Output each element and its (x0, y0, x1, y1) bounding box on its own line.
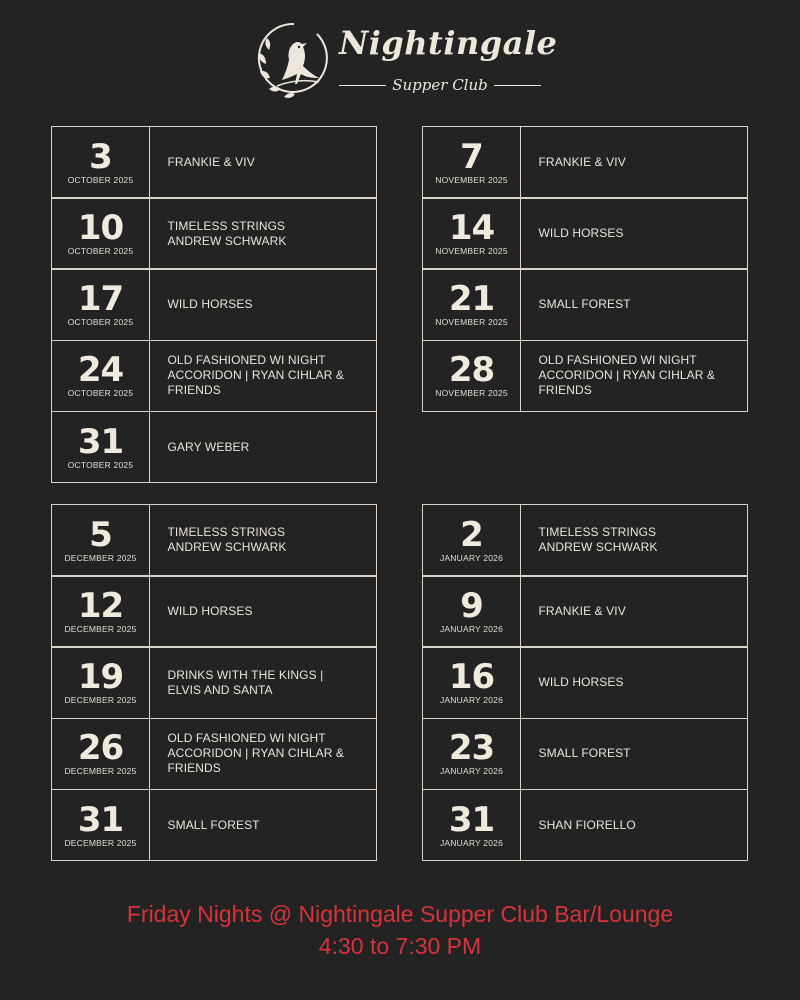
date-cell (51, 411, 150, 484)
day-number: 9 (460, 586, 483, 627)
event-cell (520, 126, 748, 199)
event-cell (149, 126, 377, 199)
event-name: SMALL FOREST (538, 297, 631, 312)
date-cell (422, 268, 521, 341)
logo (255, 18, 558, 102)
event-name: TIMELESS STRINGS ANDREW SCHWARK (167, 218, 287, 248)
month-label: DECEMBER 2025 (64, 624, 137, 635)
date-cell (51, 718, 150, 791)
event-cell (520, 646, 748, 719)
event-name: WILD HORSES (167, 297, 253, 312)
event-cell (149, 504, 377, 577)
event-cell (520, 789, 748, 862)
day-number: 23 (448, 728, 495, 769)
event-cell (520, 340, 748, 413)
divider (339, 85, 386, 86)
event-cell (149, 718, 377, 791)
event-cell (520, 268, 748, 341)
event-cell (520, 197, 748, 270)
event-name: TIMELESS STRINGS ANDREW SCHWARK (167, 525, 287, 555)
nightingale-bird-wreath-icon (257, 20, 331, 100)
month-label: DECEMBER 2025 (64, 552, 137, 563)
month-label: JANUARY 2026 (439, 624, 504, 635)
day-number: 31 (448, 799, 495, 840)
month-label: DECEMBER 2025 (64, 695, 137, 706)
date-cell (51, 268, 150, 341)
day-number: 31 (77, 799, 124, 840)
event-name: SMALL FOREST (538, 746, 631, 761)
event-name: WILD HORSES (538, 226, 624, 241)
date-cell (51, 646, 150, 719)
date-cell (51, 197, 150, 270)
event-name: SHAN FIORELLO (538, 817, 636, 832)
day-number: 12 (77, 586, 124, 627)
event-name: WILD HORSES (538, 675, 624, 690)
day-number: 28 (448, 350, 495, 391)
date-cell (51, 340, 150, 413)
event-name: OLD FASHIONED WI NIGHT ACCORIDON | RYAN CIHLAR & FRIENDS (167, 731, 345, 776)
month-label: OCTOBER 2025 (67, 388, 134, 399)
event-cell (149, 411, 377, 484)
month-label: JANUARY 2026 (439, 837, 504, 848)
event-cell (149, 646, 377, 719)
event-cell (520, 718, 748, 791)
event-name: WILD HORSES (167, 604, 253, 619)
event-name: FRANKIE & VIV (538, 154, 626, 169)
date-cell (422, 340, 521, 413)
day-number: 19 (77, 657, 124, 698)
day-number: 24 (77, 350, 124, 391)
footer (0, 898, 800, 962)
month-label: JANUARY 2026 (439, 766, 504, 777)
day-number: 5 (89, 514, 112, 555)
event-name: SMALL FOREST (167, 817, 260, 832)
day-number: 26 (77, 728, 124, 769)
event-name: FRANKIE & VIV (167, 154, 255, 169)
month-label: OCTOBER 2025 (67, 174, 134, 185)
date-cell (51, 789, 150, 862)
logo-title: Nightingale (339, 24, 558, 62)
day-number: 14 (448, 208, 495, 249)
date-cell (422, 646, 521, 719)
month-label: NOVEMBER 2025 (435, 246, 508, 257)
date-cell (51, 126, 150, 199)
divider (494, 85, 541, 86)
day-number: 7 (460, 136, 483, 177)
date-cell (51, 575, 150, 648)
day-number: 2 (460, 514, 483, 555)
day-number: 10 (77, 208, 124, 249)
date-cell (422, 575, 521, 648)
month-label: OCTOBER 2025 (67, 246, 134, 257)
month-label: NOVEMBER 2025 (435, 317, 508, 328)
month-label: DECEMBER 2025 (64, 837, 137, 848)
event-name: FRANKIE & VIV (538, 604, 626, 619)
date-cell (422, 789, 521, 862)
event-cell (520, 575, 748, 648)
month-label: NOVEMBER 2025 (435, 388, 508, 399)
event-cell (149, 789, 377, 862)
date-cell (51, 504, 150, 577)
day-number: 31 (77, 421, 124, 462)
event-name: OLD FASHIONED WI NIGHT ACCORIDON | RYAN CIHLAR & FRIENDS (538, 353, 716, 398)
footer-line-2: 4:30 to 7:30 PM (318, 933, 482, 959)
event-cell (149, 340, 377, 413)
event-name: GARY WEBER (167, 439, 250, 454)
day-number: 16 (448, 657, 495, 698)
date-cell (422, 718, 521, 791)
event-name: TIMELESS STRINGS ANDREW SCHWARK (538, 525, 658, 555)
month-label: OCTOBER 2025 (67, 459, 134, 470)
day-number: 17 (77, 279, 124, 320)
event-cell (149, 197, 377, 270)
logo-subtitle-row (339, 74, 541, 96)
day-number: 3 (89, 136, 112, 177)
month-label: JANUARY 2026 (439, 552, 504, 563)
event-name: OLD FASHIONED WI NIGHT ACCORIDON | RYAN CIHLAR & FRIENDS (167, 353, 345, 398)
date-cell (422, 504, 521, 577)
date-cell (422, 197, 521, 270)
month-label: JANUARY 2026 (439, 695, 504, 706)
logo-subtitle: Supper Club (392, 76, 488, 94)
date-cell (422, 126, 521, 199)
event-cell (149, 268, 377, 341)
event-cell (520, 504, 748, 577)
footer-line-1: Friday Nights @ Nightingale Supper Club Bar/Lounge (126, 901, 674, 927)
event-name: DRINKS WITH THE KINGS | ELVIS AND SANTA (167, 667, 324, 697)
month-label: DECEMBER 2025 (64, 766, 137, 777)
month-label: NOVEMBER 2025 (435, 174, 508, 185)
event-cell (149, 575, 377, 648)
day-number: 21 (448, 279, 495, 320)
month-label: OCTOBER 2025 (67, 317, 134, 328)
